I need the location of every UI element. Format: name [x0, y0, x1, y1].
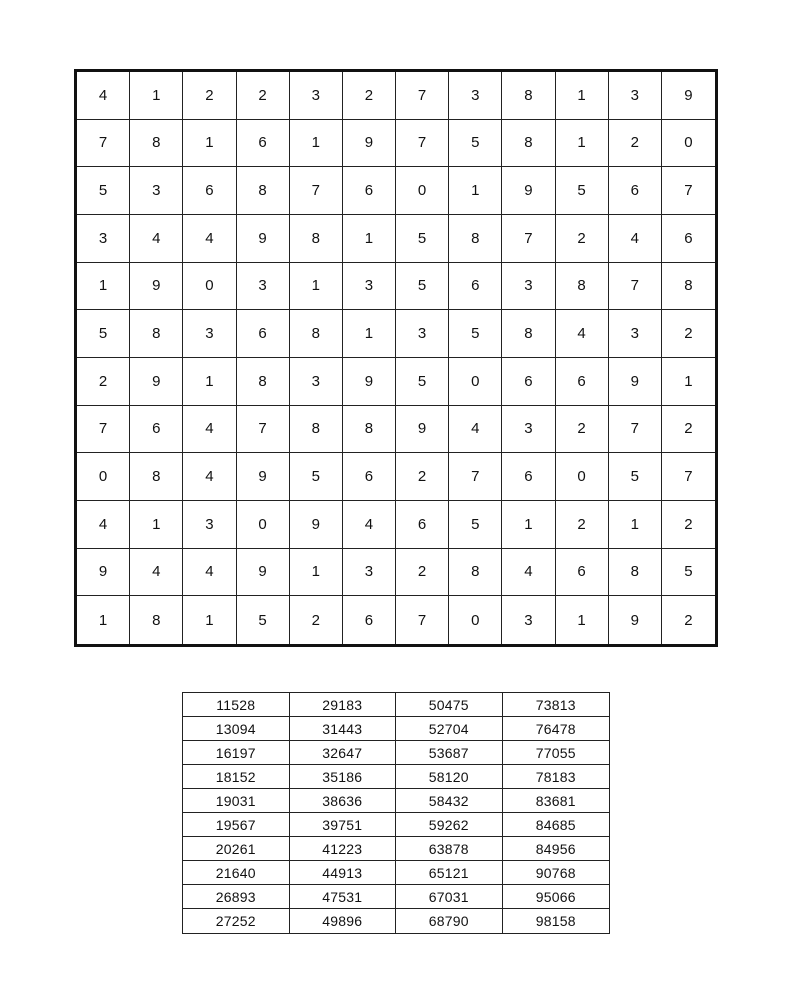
grid-cell[interactable]: 1 — [130, 501, 183, 549]
grid-cell[interactable]: 8 — [502, 310, 555, 358]
number-list-item: 76478 — [503, 717, 610, 741]
grid-cell[interactable]: 5 — [662, 549, 715, 597]
grid-cell[interactable]: 1 — [556, 596, 609, 644]
grid-cell[interactable]: 6 — [343, 596, 396, 644]
grid-cell[interactable]: 2 — [662, 501, 715, 549]
grid-cell[interactable]: 6 — [237, 120, 290, 168]
number-list-item: 32647 — [290, 741, 397, 765]
grid-cell[interactable]: 8 — [609, 549, 662, 597]
grid-cell[interactable]: 9 — [609, 596, 662, 644]
grid-cell[interactable]: 9 — [130, 263, 183, 311]
grid-cell[interactable]: 6 — [396, 501, 449, 549]
grid-cell[interactable]: 1 — [183, 120, 236, 168]
grid-cell[interactable]: 3 — [343, 263, 396, 311]
grid-cell[interactable]: 4 — [449, 406, 502, 454]
grid-cell[interactable]: 4 — [183, 453, 236, 501]
grid-cell[interactable]: 1 — [183, 358, 236, 406]
number-list-item: 39751 — [290, 813, 397, 837]
grid-cell[interactable]: 7 — [396, 596, 449, 644]
grid-cell[interactable]: 2 — [290, 596, 343, 644]
grid-cell[interactable]: 7 — [396, 120, 449, 168]
number-list-item: 59262 — [396, 813, 503, 837]
number-list-item: 78183 — [503, 765, 610, 789]
grid-cell[interactable]: 7 — [449, 453, 502, 501]
grid-cell[interactable]: 2 — [684, 611, 693, 629]
number-list-item: 90768 — [503, 861, 610, 885]
number-list-item: 98158 — [535, 913, 576, 929]
grid-cell[interactable]: 3 — [502, 263, 555, 311]
grid-cell[interactable]: 8 — [290, 406, 343, 454]
number-list-item: 95066 — [503, 885, 610, 909]
number-list-item: 53687 — [396, 741, 503, 765]
number-list-item: 65121 — [396, 861, 503, 885]
number-list-item: 38636 — [290, 789, 397, 813]
number-list-item: 47531 — [290, 885, 397, 909]
grid-cell[interactable]: 2 — [556, 501, 609, 549]
grid-cell[interactable]: 3 — [502, 406, 555, 454]
grid-cell[interactable]: 6 — [556, 358, 609, 406]
grid-cell[interactable]: 2 — [396, 453, 449, 501]
grid-cell[interactable]: 1 — [183, 596, 236, 644]
grid-cell[interactable]: 1 — [609, 501, 662, 549]
number-list-item: 77055 — [503, 741, 610, 765]
grid-cell[interactable]: 7 — [662, 167, 715, 215]
grid-cell[interactable]: 6 — [556, 549, 609, 597]
grid-cell[interactable]: 3 — [290, 358, 343, 406]
grid-cell[interactable]: 8 — [502, 72, 555, 120]
grid-cell[interactable]: 1 — [449, 167, 502, 215]
grid-cell[interactable]: 0 — [449, 596, 502, 644]
number-list-item: 11528 — [183, 693, 290, 717]
grid-cell[interactable]: 0 — [449, 358, 502, 406]
grid-cell[interactable]: 4 — [183, 406, 236, 454]
grid-cell[interactable]: 5 — [77, 310, 130, 358]
grid-cell[interactable]: 0 — [183, 263, 236, 311]
number-list-item: 16197 — [183, 741, 290, 765]
grid-cell[interactable]: 8 — [130, 453, 183, 501]
grid-cell[interactable]: 9 — [237, 549, 290, 597]
grid-cell[interactable]: 6 — [502, 453, 555, 501]
grid-cell[interactable]: 7 — [502, 215, 555, 263]
grid-cell[interactable]: 4 — [343, 501, 396, 549]
grid-cell[interactable]: 2 — [556, 215, 609, 263]
grid-cell[interactable]: 2 — [662, 406, 715, 454]
number-list-item: 13094 — [183, 717, 290, 741]
grid-cell[interactable]: 8 — [449, 549, 502, 597]
grid-cell[interactable]: 2 — [396, 549, 449, 597]
grid-cell[interactable]: 8 — [130, 596, 183, 644]
grid-cell[interactable]: 6 — [609, 167, 662, 215]
grid-cell[interactable]: 2 — [343, 72, 396, 120]
grid-cell[interactable]: 7 — [396, 72, 449, 120]
grid-cell[interactable]: 8 — [343, 406, 396, 454]
grid-cell[interactable]: 7 — [77, 406, 130, 454]
grid-cell[interactable]: 1 — [343, 215, 396, 263]
grid-cell[interactable]: 6 — [237, 310, 290, 358]
grid-cell[interactable]: 7 — [609, 406, 662, 454]
grid-cell[interactable]: 5 — [449, 120, 502, 168]
number-list-item: 63878 — [396, 837, 503, 861]
grid-cell[interactable]: 2 — [609, 120, 662, 168]
grid-cell[interactable]: 5 — [237, 596, 290, 644]
grid-cell[interactable]: 9 — [77, 549, 130, 597]
grid-cell[interactable]: 3 — [237, 263, 290, 311]
grid-cell[interactable]: 6 — [343, 453, 396, 501]
grid-cell[interactable]: 1 — [556, 72, 609, 120]
grid-cell[interactable]: 6 — [662, 215, 715, 263]
grid-cell[interactable]: 2 — [237, 72, 290, 120]
grid-cell[interactable]: 5 — [449, 310, 502, 358]
number-list-item: 84956 — [503, 837, 610, 861]
grid-cell[interactable]: 7 — [237, 406, 290, 454]
grid-cell[interactable]: 1 — [130, 72, 183, 120]
number-list-table — [182, 692, 610, 934]
number-list-item: 31443 — [290, 717, 397, 741]
grid-cell[interactable]: 8 — [662, 263, 715, 311]
number-list-item: 29183 — [290, 693, 397, 717]
number-search-grid — [74, 69, 718, 647]
grid-cell[interactable]: 5 — [449, 501, 502, 549]
grid-cell[interactable]: 4 — [502, 549, 555, 597]
grid-cell[interactable]: 0 — [396, 167, 449, 215]
number-list-item: 20261 — [183, 837, 290, 861]
grid-cell[interactable]: 1 — [290, 549, 343, 597]
grid-cell[interactable]: 3 — [183, 310, 236, 358]
grid-cell[interactable]: 8 — [237, 167, 290, 215]
grid-cell[interactable]: 3 — [396, 310, 449, 358]
grid-cell[interactable]: 8 — [237, 358, 290, 406]
grid-cell[interactable]: 1 — [290, 120, 343, 168]
grid-cell[interactable]: 5 — [396, 263, 449, 311]
grid-cell[interactable]: 9 — [662, 72, 715, 120]
grid-cell[interactable]: 4 — [183, 215, 236, 263]
grid-cell[interactable]: 8 — [556, 263, 609, 311]
grid-cell[interactable]: 8 — [449, 215, 502, 263]
grid-cell[interactable]: 8 — [290, 215, 343, 263]
grid-cell[interactable]: 4 — [609, 215, 662, 263]
number-list-item: 73813 — [503, 693, 610, 717]
grid-cell[interactable]: 4 — [556, 310, 609, 358]
number-list-item: 18152 — [183, 765, 290, 789]
grid-cell[interactable]: 4 — [130, 215, 183, 263]
number-list-item: 27252 — [183, 909, 290, 933]
grid-cell[interactable]: 4 — [183, 549, 236, 597]
grid-cell[interactable]: 5 — [396, 215, 449, 263]
grid-cell[interactable]: 9 — [237, 215, 290, 263]
grid-cell[interactable]: 2 — [77, 358, 130, 406]
number-list-item: 84685 — [503, 813, 610, 837]
grid-cell[interactable]: 6 — [449, 263, 502, 311]
grid-cell[interactable]: 6 — [183, 167, 236, 215]
grid-cell[interactable]: 3 — [609, 310, 662, 358]
grid-cell[interactable]: 5 — [609, 453, 662, 501]
grid-cell[interactable]: 3 — [449, 72, 502, 120]
grid-cell[interactable]: 0 — [237, 501, 290, 549]
number-list-item: 21640 — [183, 861, 290, 885]
grid-cell[interactable]: 6 — [130, 406, 183, 454]
grid-cell[interactable]: 7 — [290, 167, 343, 215]
grid-cell[interactable]: 9 — [130, 358, 183, 406]
number-list-item: 83681 — [503, 789, 610, 813]
grid-cell[interactable]: 8 — [290, 310, 343, 358]
grid-cell[interactable]: 1 — [343, 310, 396, 358]
grid-cell[interactable]: 6 — [343, 167, 396, 215]
grid-cell[interactable]: 0 — [662, 120, 715, 168]
grid-cell[interactable]: 3 — [343, 549, 396, 597]
number-list-item: 41223 — [290, 837, 397, 861]
grid-cell[interactable]: 4 — [77, 72, 130, 120]
grid-cell[interactable]: 1 — [77, 263, 130, 311]
grid-cell[interactable]: 5 — [396, 358, 449, 406]
grid-cell[interactable]: 5 — [556, 167, 609, 215]
grid-cell[interactable]: 0 — [556, 453, 609, 501]
grid-cell[interactable]: 3 — [609, 72, 662, 120]
grid-cell[interactable]: 8 — [130, 120, 183, 168]
grid-cell[interactable]: 0 — [77, 453, 130, 501]
number-list-item: 35186 — [290, 765, 397, 789]
number-list-item: 26893 — [183, 885, 290, 909]
grid-cell[interactable]: 4 — [77, 501, 130, 549]
number-list-item: 44913 — [290, 861, 397, 885]
grid-cell[interactable]: 9 — [609, 358, 662, 406]
grid-cell[interactable]: 9 — [290, 501, 343, 549]
grid-cell[interactable]: 1 — [502, 501, 555, 549]
number-list-item: 49896 — [290, 909, 397, 933]
grid-cell[interactable]: 7 — [609, 263, 662, 311]
grid-cell[interactable]: 2 — [556, 406, 609, 454]
grid-cell[interactable]: 3 — [130, 167, 183, 215]
grid-cell[interactable]: 6 — [502, 358, 555, 406]
grid-cell[interactable]: 9 — [343, 120, 396, 168]
grid-cell[interactable]: 3 — [502, 596, 555, 644]
grid-cell[interactable]: 7 — [662, 453, 715, 501]
grid-cell[interactable]: 9 — [237, 453, 290, 501]
grid-cell[interactable]: 4 — [130, 549, 183, 597]
grid-cell[interactable]: 3 — [77, 215, 130, 263]
grid-cell[interactable]: 3 — [290, 72, 343, 120]
number-list-item: 19031 — [183, 789, 290, 813]
grid-cell[interactable]: 7 — [77, 120, 130, 168]
number-list-item: 68790 — [396, 909, 503, 933]
grid-cell[interactable]: 2 — [662, 310, 715, 358]
grid-cell[interactable]: 8 — [502, 120, 555, 168]
number-list-item: 50475 — [396, 693, 503, 717]
number-list-item: 58432 — [396, 789, 503, 813]
grid-cell[interactable]: 9 — [502, 167, 555, 215]
grid-cell[interactable]: 2 — [183, 72, 236, 120]
number-list-item: 67031 — [396, 885, 503, 909]
grid-cell[interactable]: 9 — [343, 358, 396, 406]
grid-cell[interactable]: 1 — [556, 120, 609, 168]
grid-cell[interactable]: 1 — [290, 263, 343, 311]
grid-cell[interactable]: 5 — [290, 453, 343, 501]
number-list-item: 19567 — [183, 813, 290, 837]
grid-cell[interactable]: 9 — [396, 406, 449, 454]
number-list-item: 52704 — [396, 717, 503, 741]
grid-cell[interactable]: 8 — [130, 310, 183, 358]
grid-cell[interactable]: 5 — [77, 167, 130, 215]
number-list-item: 58120 — [396, 765, 503, 789]
grid-cell[interactable]: 1 — [77, 596, 130, 644]
grid-cell[interactable]: 1 — [662, 358, 715, 406]
grid-cell[interactable]: 3 — [183, 501, 236, 549]
